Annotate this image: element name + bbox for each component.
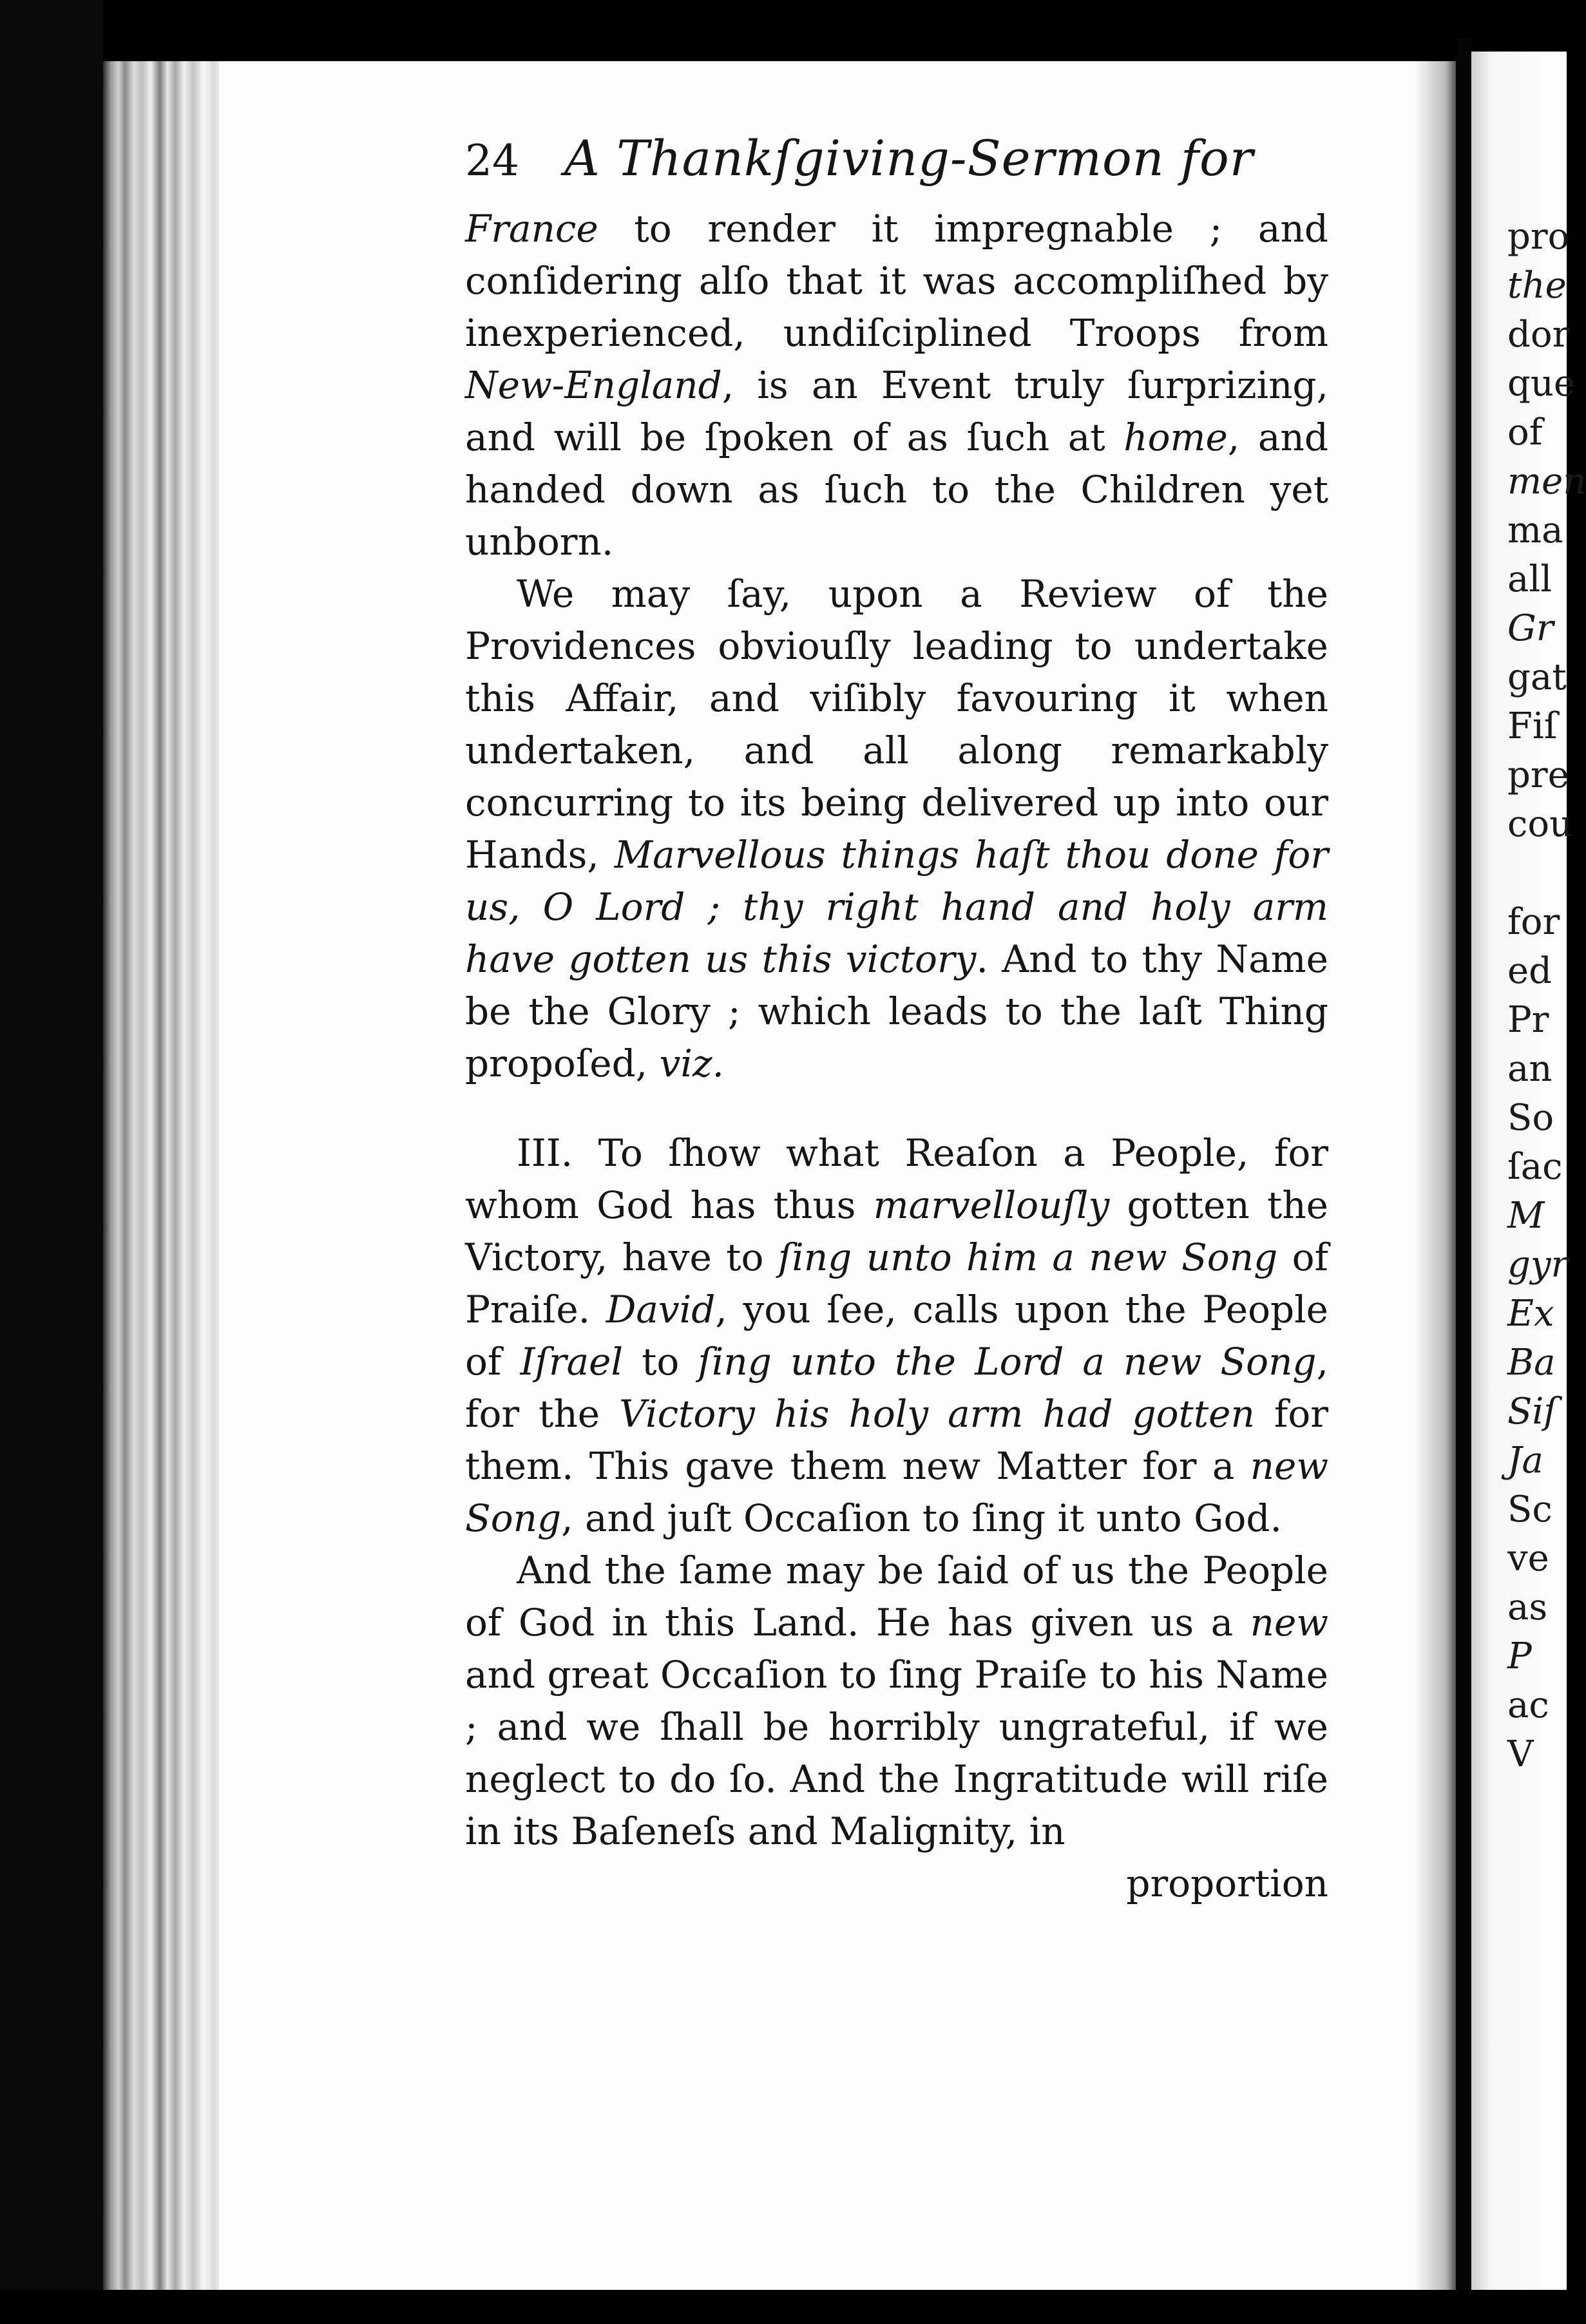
italic-run: marvellouſly bbox=[873, 1183, 1110, 1227]
facing-line: men bbox=[1507, 461, 1586, 502]
facing-line: Ba bbox=[1507, 1342, 1556, 1384]
facing-line: for bbox=[1507, 901, 1560, 943]
facing-page-text bbox=[1507, 213, 1586, 1779]
italic-run: new Song bbox=[465, 1444, 1328, 1540]
facing-line: ed bbox=[1507, 950, 1552, 992]
text-run: III. To ſhow what Reaſon a People, for whom God has thus bbox=[465, 1131, 1328, 1227]
binding-shadow bbox=[1414, 61, 1459, 2290]
left-gutter bbox=[0, 0, 103, 2324]
facing-line bbox=[1507, 849, 1567, 898]
facing-line: as bbox=[1507, 1586, 1548, 1628]
facing-line: of bbox=[1507, 412, 1543, 453]
facing-line: gat bbox=[1507, 656, 1567, 698]
page-edges bbox=[103, 61, 225, 2290]
facing-line: an bbox=[1507, 1048, 1553, 1090]
text-run: , and juſt Occaſion to ſing it unto God. bbox=[561, 1496, 1282, 1540]
paragraph-1 bbox=[465, 203, 1328, 568]
catchword: proportion bbox=[1126, 1862, 1328, 1905]
running-head: A Thankſgiving-Sermon for bbox=[564, 129, 1254, 187]
facing-line: So bbox=[1507, 1097, 1554, 1139]
italic-run: new bbox=[1250, 1601, 1328, 1644]
text-run: , is an Event truly ſurprizing, and will be ſpoken of as ſuch at bbox=[465, 363, 1328, 459]
page-text bbox=[465, 129, 1329, 1910]
paragraph-4 bbox=[465, 1545, 1328, 1858]
paragraph-3 bbox=[465, 1127, 1328, 1545]
italic-run: home bbox=[1123, 415, 1228, 459]
facing-line: Fiſ bbox=[1507, 705, 1558, 747]
facing-line: ma bbox=[1507, 510, 1563, 551]
facing-line: ſac bbox=[1507, 1146, 1563, 1188]
text-run: , you ſee, calls upon the People of bbox=[465, 1288, 1329, 1384]
italic-run: ſing unto the Lord a new Song bbox=[698, 1340, 1317, 1384]
facing-line: dor bbox=[1507, 314, 1570, 356]
bottom-border bbox=[0, 2290, 1567, 2324]
text-run: . And to thy Name be the Glory ; which leads to the laſt Thing propoſed, bbox=[465, 937, 1328, 1085]
text-run: , for the bbox=[465, 1340, 1329, 1436]
facing-line: Sc bbox=[1507, 1489, 1553, 1530]
italic-run: Iſrael bbox=[520, 1340, 624, 1384]
facing-line: ve bbox=[1507, 1538, 1549, 1579]
text-run: and great Occaſion to ſing Praiſe to his Name ; and we ſhall be horribly ungrateful, if we neglect to do ſo. And the Ingratitude will riſe in its Baſeneſs and Malignity, in bbox=[465, 1653, 1328, 1853]
facing-line: gyr bbox=[1507, 1244, 1569, 1286]
text-run: for them. This gave them new Matter for a bbox=[465, 1392, 1328, 1488]
italic-run: David bbox=[606, 1288, 716, 1331]
facing-line: Siſ bbox=[1507, 1391, 1557, 1433]
facing-line: que bbox=[1507, 363, 1576, 405]
text-run: gotten the Victory, have to bbox=[465, 1183, 1329, 1279]
facing-line: cou bbox=[1507, 803, 1573, 845]
italic-run: New-England bbox=[465, 363, 722, 407]
facing-line: Gr bbox=[1507, 607, 1554, 649]
italic-run: Marvellous things haſt thou done for us, O Lord ; thy right hand and holy arm have gotten us this victory bbox=[465, 833, 1329, 981]
text-run: to bbox=[623, 1340, 698, 1384]
facing-line: all bbox=[1507, 558, 1553, 600]
facing-line: the bbox=[1507, 265, 1567, 307]
text-run: We may ſay, upon a Review of the Providences obviouſly leading to undertake this Affair, and viſibly favouring it when undertaken, and all along remarkably concurring to its being delivered up into our Hands, bbox=[465, 572, 1328, 877]
page-number: 24 bbox=[465, 136, 519, 186]
facing-line: P bbox=[1507, 1635, 1532, 1677]
text-run: of Praiſe. bbox=[465, 1235, 1328, 1331]
text-run: to render it impregnable ; and conſidering alſo that it was accompliſhed by inexperienced, undiſciplined Troops from bbox=[465, 207, 1328, 355]
facing-line: Pr bbox=[1507, 999, 1549, 1041]
italic-run: viz. bbox=[659, 1042, 724, 1085]
facing-line: pro bbox=[1507, 216, 1570, 258]
italic-run: France bbox=[465, 207, 598, 251]
book-spine bbox=[1457, 39, 1471, 2324]
facing-line: V bbox=[1507, 1733, 1534, 1775]
italic-run: Victory his holy arm had gotten bbox=[619, 1392, 1255, 1436]
facing-line: ac bbox=[1507, 1684, 1549, 1726]
text-run: And the ſame may be ſaid of us the People of God in this Land. He has given us a bbox=[465, 1548, 1328, 1644]
paragraph-2 bbox=[465, 568, 1328, 1090]
facing-line: M bbox=[1507, 1195, 1545, 1237]
page-header bbox=[465, 129, 1328, 203]
text-run: , and handed down as ſuch to the Children yet unborn. bbox=[465, 415, 1328, 564]
italic-run: ſing unto him a new Song bbox=[778, 1235, 1278, 1279]
top-border bbox=[0, 0, 1567, 61]
facing-line: pre bbox=[1507, 754, 1569, 796]
facing-line: Ex bbox=[1507, 1293, 1554, 1335]
facing-line: Ja bbox=[1507, 1440, 1543, 1481]
